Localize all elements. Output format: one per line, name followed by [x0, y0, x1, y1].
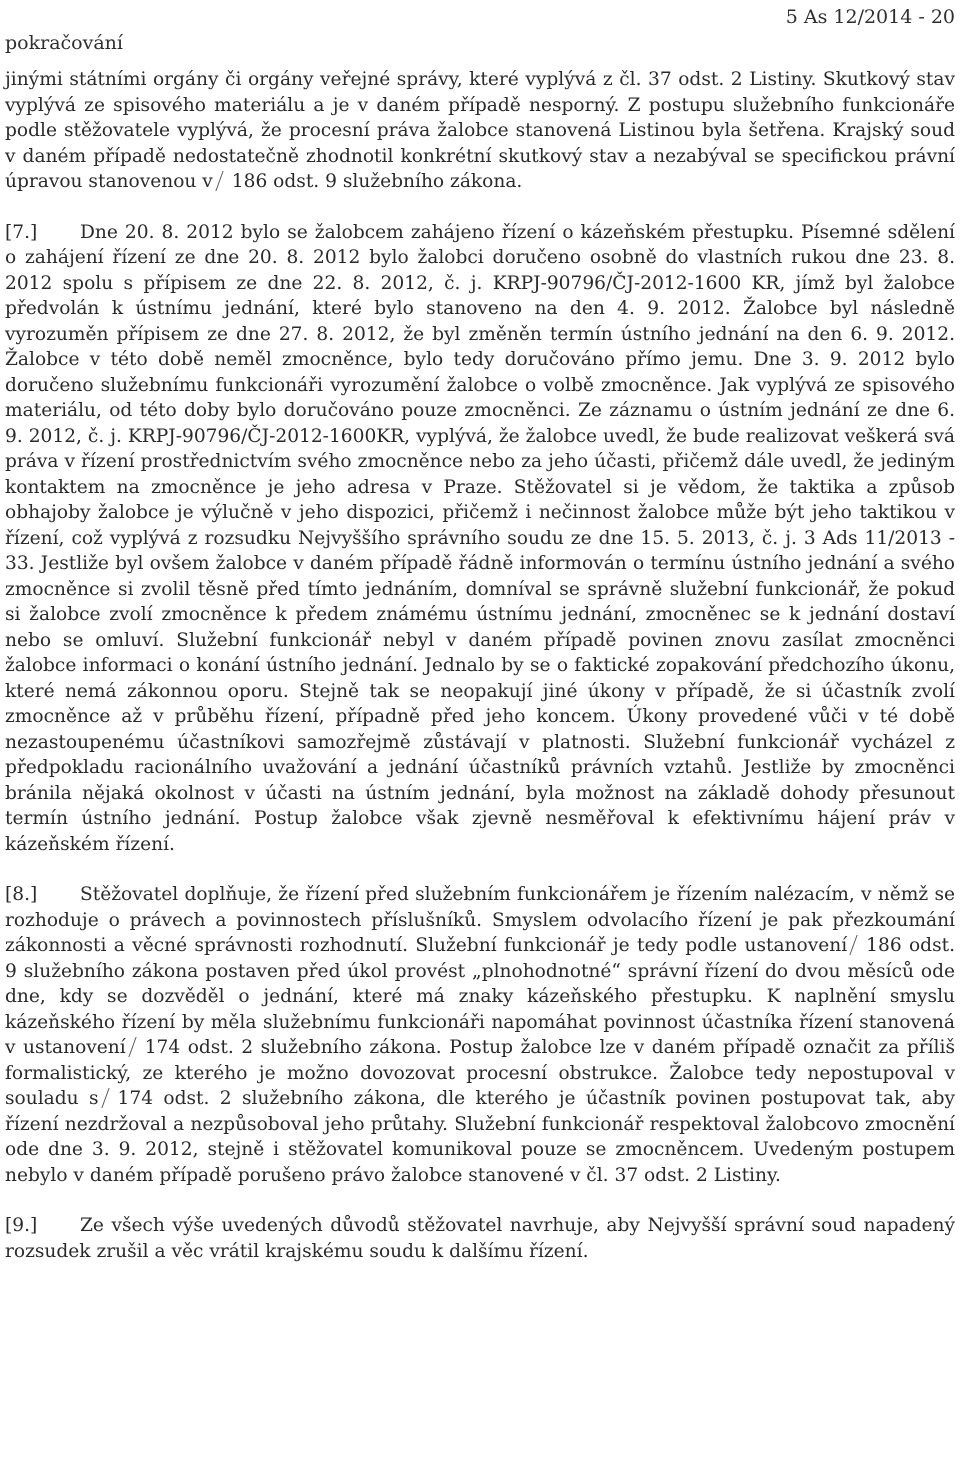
- section-sign: [217, 170, 226, 192]
- paragraph-text: Dne 20. 8. 2012 bylo se žalobcem zahájeno řízení o kázeňském přestupku. Písemné sdělení o zahájení řízení ze dne 20. 8. 2012 bylo žalobci doručeno osobně do vlastních rukou dne 23. 8. 2012 spolu s přípisem ze dne 22. 8. 2012, č. j. KRPJ-90796/ČJ-2012-1600 KR, jímž byl žalobce předvolán k ústnímu jednání, které bylo stanoveno na den 4. 9. 2012. Žalobce byl následně vyrozuměn přípisem ze dne 27. 8. 2012, že byl změněn termín ústního jednání na den 6. 9. 2012. Žalobce v této době neměl zmocněnce, bylo tedy doručováno přímo jemu. Dne 3. 9. 2012 bylo doručeno služebnímu funkcionáři vyrozumění žalobce o volbě zmocněnce. Jak vyplývá ze spisového materiálu, od této doby bylo doručováno pouze zmocněnci. Ze záznamu o ústním jednání ze dne 6. 9. 2012, č. j. KRPJ-90796/ČJ-2012-1600KR, vyplývá, že žalobce uvedl, že bude realizovat veškerá svá práva v řízení prostřednictvím svého zmocněnce nebo za jeho účasti, přičemž dále uvedl, že jediným kontaktem na zmocněnce je jeho adresa v Praze. Stěžovatel si je vědom, že taktika a způsob obhajoby žalobce je výlučně v jeho dispozici, přičemž i nečinnost žalobce může být jeho taktikou v řízení, což vyplývá z rozsudku Nejvyššího správního soudu ze dne 15. 5. 2013, č. j. 3 Ads 11/2013 - 33. Jestliže byl ovšem žalobce v daném případě řádně informován o termínu ústního jednání a svého zmocněnce si zvolil těsně před tímto jednáním, domníval se správně služební funkcionář, že pokud si žalobce zvolí zmocněnce k předem známému ústnímu jednání, zmocněnec se k jednání dostaví nebo se omluví. Služební funkcionář nebyl v daném případě povinen znovu zasílat zmocněnci žalobce informaci o konání ústního jednání. Jednalo by se o faktické zopakování předchozího úkonu, které nemá zákonnou oporu. Stejně tak se neopakují jiné úkony v případě, že si účastník zvolí zmocněnce až v průběhu řízení, případně před jeho koncem. Úkony provedené vůči v té době nezastoupenému účastníkovi samozřejmě zůstávají v platnosti. Služební funkcionář vycházel z předpokladu racionálního uvažování a jednání účastníků právních vztahů. Jestliže by zmocněnci bránila nějaká okolnost v účasti na ústním jednání, byla možnost na základě dohody přesunout termín ústního jednání. Postup žalobce však zjevně nesměřoval k efektivnímu hájení práv v kázeňském řízení.: [5, 221, 955, 855]
- section-sign: [130, 1036, 139, 1058]
- section-sign: [103, 1087, 112, 1109]
- page-header: [5, 4, 955, 54]
- intro-text-a: jinými státními orgány či orgány veřejné správy, které vyplývá z čl. 37 odst. 2 Listiny. Skutkový stav vyplývá ze spisového materiálu a je v daném případě nesporný. Z postupu služebního funkcionáře podle stěžovatele vyplývá, že procesní práva žalobce stanovená Listinou byla šetřena. Krajský soud v daném případě nedostatečně zhodnotil konkrétní skutkový stav a nezabýval se specifickou právní úpravou stanovenou v: [5, 69, 955, 192]
- paragraph-text-a: Stěžovatel doplňuje, že řízení před služebním funkcionářem je řízením nalézacím, v němž se rozhoduje o právech a povinnostech příslušníků. Smyslem odvolacího řízení je pak přezkoumání zákonnosti a věcné správnosti rozhodnutí. Služební funkcionář je tedy podle ustanovení: [5, 884, 955, 956]
- paragraph-number: [7.]: [5, 221, 38, 243]
- paragraph-text: Ze všech výše uvedených důvodů stěžovatel navrhuje, aby Nejvyšší správní soud napadený rozsudek zrušil a věc vrátil krajskému soudu k dalšímu řízení.: [5, 1215, 955, 1262]
- paragraph-text-d: 174 odst. 2 služebního zákona, dle kterého je účastník povinen postupovat tak, aby řízení nezdržoval a nezpůsoboval jeho průtahy. Služební funkcionář respektoval žalobcovo zmocnění ode dne 3. 9. 2012, stejně i stěžovatel komunikoval pouze se zmocněncem. Uvedeným postupem nebylo v daném případě porušeno právo žalobce stanovené v čl. 37 odst. 2 Listiny.: [5, 1088, 956, 1186]
- paragraph-7: [5, 220, 955, 858]
- paragraph-8: [5, 882, 955, 1188]
- paragraph-text-b: 186 odst. 9 služebního zákona postaven před úkol provést „plnohodnotné“ správní řízení do dvou měsíců ode dne, kdy se dozvěděl o jednání, které má znaky kázeňského přestupku. K naplnění smyslu kázeňského řízení by měla služebnímu funkcionáři napomáhat povinnost účastníka řízení stanovená v ustanovení: [5, 935, 955, 1058]
- paragraph-number: [8.]: [5, 884, 38, 905]
- paragraph-text-c: 174 odst. 2 služebního zákona. Postup žalobce lze v daném případě označit za příliš formalistický, ze kterého je možno dovozovat procesní obstrukce. Žalobce tedy nepostupoval v souladu s: [5, 1037, 955, 1109]
- paragraph-number: [9.]: [5, 1215, 38, 1236]
- document-body: [5, 67, 955, 1264]
- case-number: 5 As 12/2014 - 20: [785, 6, 955, 28]
- paragraph-9: [5, 1213, 955, 1264]
- intro-text-b: 186 odst. 9 služebního zákona.: [231, 171, 523, 192]
- continuation-label: pokračování: [5, 32, 123, 54]
- section-sign: [851, 934, 860, 956]
- paragraph-intro: [5, 67, 955, 195]
